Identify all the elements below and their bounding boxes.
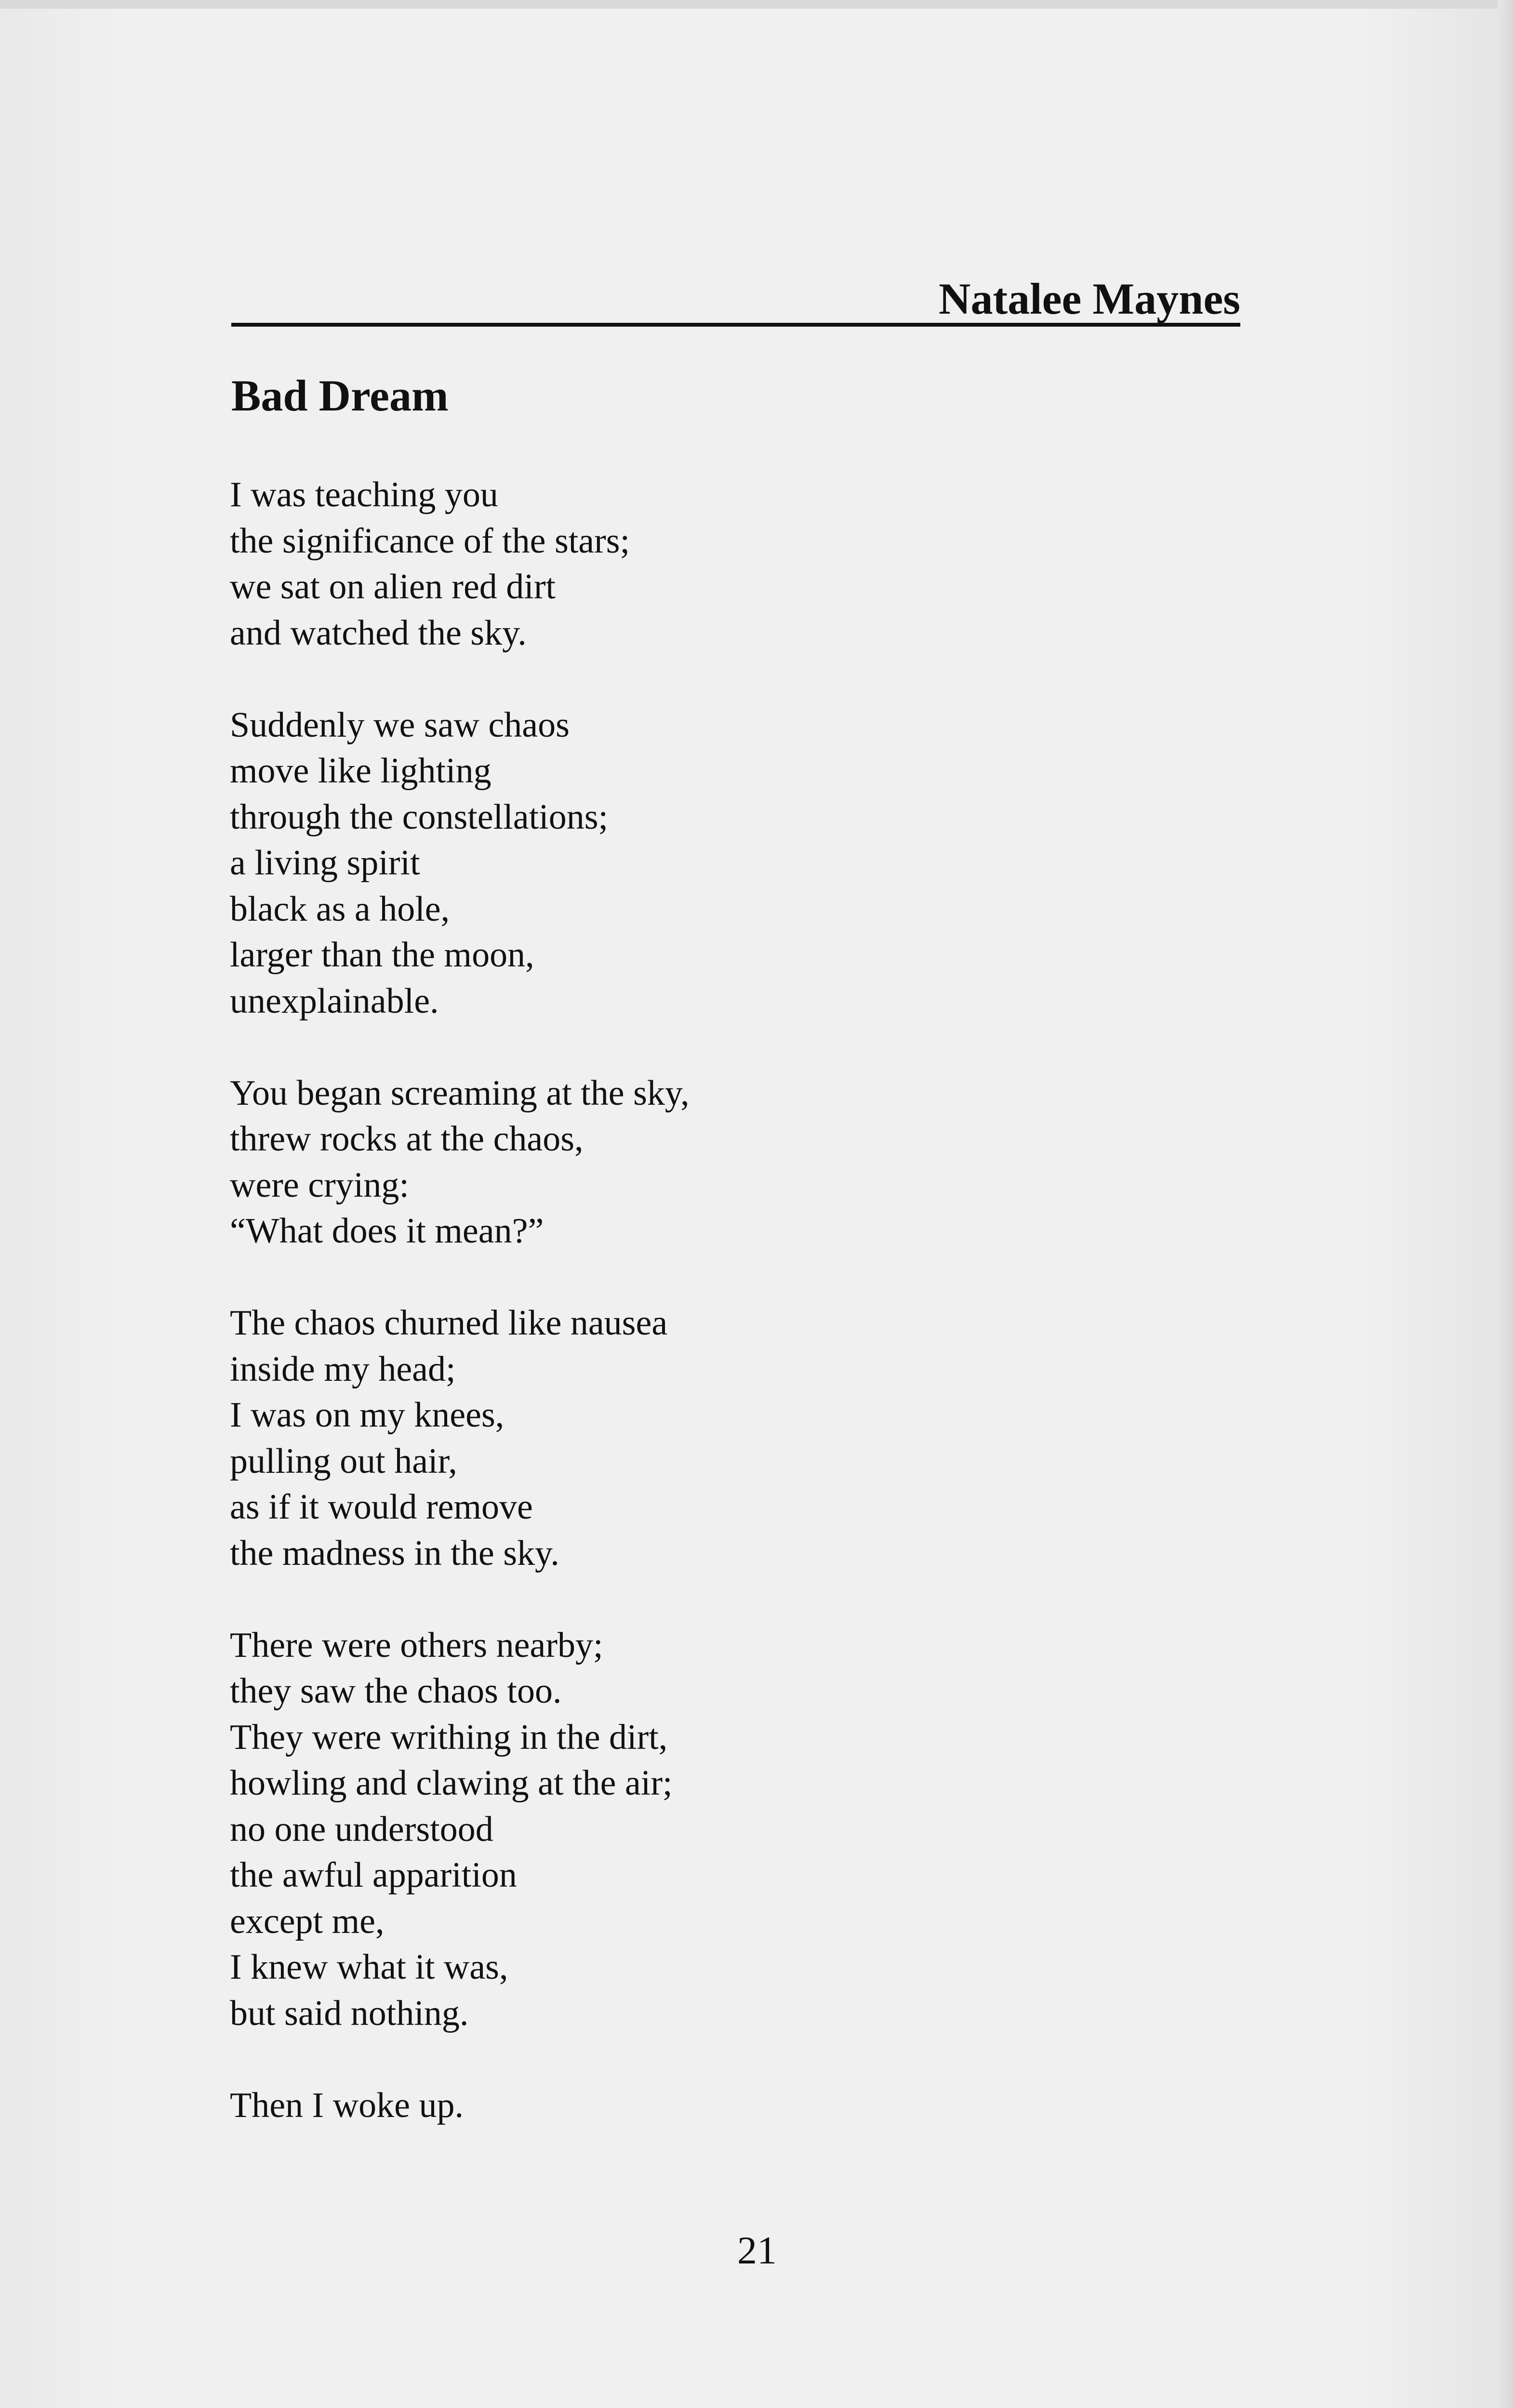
poem-line: the significance of the stars; [230,521,630,561]
poem-line: larger than the moon, [230,935,534,975]
poem-stanza [230,2083,1049,2129]
scan-top-edge [0,0,1514,9]
poem-line: Suddenly we saw chaos [230,705,570,745]
poem-stanza [230,702,1049,1025]
poem-line: threw rocks at the chaos, [230,1119,584,1159]
poem-title: Bad Dream [231,371,449,420]
poem-line: as if it would remove [230,1487,533,1527]
poem-line: black as a hole, [230,889,450,929]
poem-line: except me, [230,1901,385,1941]
poem-line: no one understood [230,1809,493,1849]
poem-line: unexplainable. [230,981,439,1021]
poem-line: the awful apparition [230,1855,517,1895]
poem-line: You began screaming at the sky, [230,1073,690,1113]
poem-line: we sat on alien red dirt [230,567,556,607]
poem-line: I knew what it was, [230,1947,508,1987]
poem-line: howling and clawing at the air; [230,1763,673,1803]
poem-line: They were writhing in the dirt, [230,1717,668,1757]
poem-line: pulling out hair, [230,1441,457,1481]
poem-body [230,472,1049,2175]
poem-line: Then I woke up. [230,2085,464,2125]
poem-line: inside my head; [230,1349,456,1389]
scan-right-edge [1498,0,1514,2408]
poem-line: I was on my knees, [230,1395,505,1435]
poem-line: “What does it mean?” [230,1211,544,1251]
author-name: Natalee Maynes [939,274,1240,323]
poem-line: and watched the sky. [230,613,527,653]
poem-line: There were others nearby; [230,1625,603,1665]
poem-line: through the constellations; [230,797,609,837]
poem-line: but said nothing. [230,1993,469,2033]
poem-line: they saw the chaos too. [230,1671,562,1711]
poem-stanza [230,472,1049,656]
poem-line: I was teaching you [230,475,498,515]
page-header [231,260,1240,327]
page-number: 21 [737,2228,777,2272]
poem-stanza [230,1071,1049,1255]
poem-stanza [230,1300,1049,1576]
poem-stanza [230,1623,1049,2037]
poem-line: The chaos churned like nausea [230,1303,668,1343]
poem-line: move like lighting [230,751,491,791]
poem-line: the madness in the sky. [230,1533,559,1573]
poem-line: were crying: [230,1165,409,1205]
poem-line: a living spirit [230,843,420,883]
